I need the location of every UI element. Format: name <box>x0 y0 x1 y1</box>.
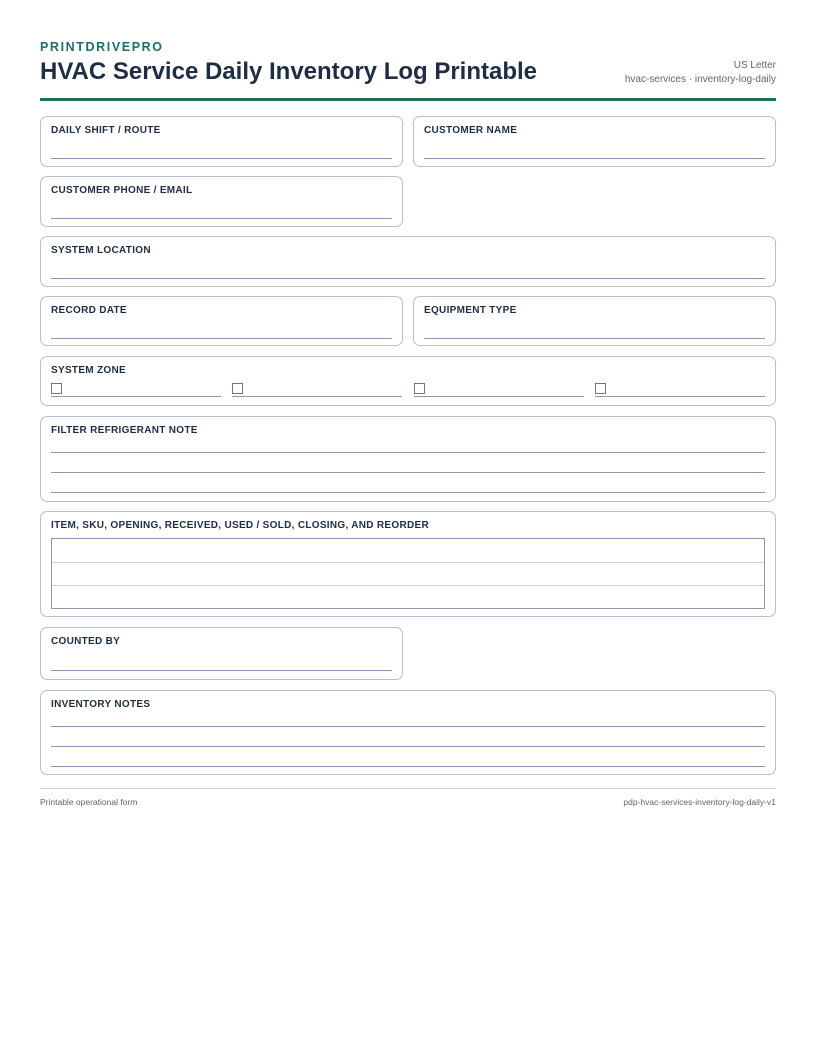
inventory-table-label: ITEM, SKU, OPENING, RECEIVED, USED / SOLD, CLOSING, AND REORDER <box>51 520 430 531</box>
record-date-field <box>40 296 403 346</box>
shift-route-label: DAILY SHIFT / ROUTE <box>51 125 161 136</box>
filter-note-line-1[interactable] <box>51 452 765 453</box>
system-location-label: SYSTEM LOCATION <box>51 245 151 256</box>
counted-by-field <box>40 627 403 680</box>
zone-checkbox-1[interactable] <box>51 383 62 394</box>
customer-name-label: CUSTOMER NAME <box>424 125 518 136</box>
zone-option-2 <box>232 383 402 397</box>
system-location-field <box>40 236 776 287</box>
equipment-type-field <box>413 296 776 346</box>
system-zone-label: SYSTEM ZONE <box>51 365 126 376</box>
filter-note-line-2[interactable] <box>51 472 765 473</box>
shift-route-input-line[interactable] <box>51 158 392 159</box>
equipment-type-input-line[interactable] <box>424 338 765 339</box>
table-row-divider <box>52 585 764 586</box>
zone-checkbox-3[interactable] <box>414 383 425 394</box>
inventory-table-field <box>40 511 776 617</box>
equipment-type-label: EQUIPMENT TYPE <box>424 305 517 316</box>
table-row-divider <box>52 562 764 563</box>
zone-option-1 <box>51 383 221 397</box>
page-title: HVAC Service Daily Inventory Log Printable <box>40 58 538 85</box>
counted-by-label: COUNTED BY <box>51 636 121 647</box>
zone-option-3 <box>414 383 584 397</box>
customer-contact-input-line[interactable] <box>51 218 392 219</box>
customer-contact-label: CUSTOMER PHONE / EMAIL <box>51 185 193 196</box>
filter-note-line-3[interactable] <box>51 492 765 493</box>
inventory-notes-line-2[interactable] <box>51 746 765 747</box>
customer-name-field <box>413 116 776 167</box>
inventory-table <box>51 538 765 609</box>
doc-path: hvac-services · inventory-log-daily <box>624 74 776 85</box>
customer-name-input-line[interactable] <box>424 158 765 159</box>
brand-logo-text: PRINTDRIVEPRO <box>40 40 164 54</box>
inventory-notes-field <box>40 690 776 775</box>
record-date-label: RECORD DATE <box>51 305 127 316</box>
header-meta <box>625 59 776 87</box>
form-header <box>40 0 776 101</box>
paper-size: US Letter <box>733 60 776 71</box>
footer-description: Printable operational form <box>40 797 138 807</box>
customer-contact-field <box>40 176 403 227</box>
inventory-notes-line-3[interactable] <box>51 766 765 767</box>
shift-route-field <box>40 116 403 167</box>
inventory-notes-line-1[interactable] <box>51 726 765 727</box>
system-zone-field <box>40 356 776 406</box>
record-date-input-line[interactable] <box>51 338 392 339</box>
inventory-notes-label: INVENTORY NOTES <box>51 699 151 710</box>
zone-option-4 <box>595 383 765 397</box>
system-location-input-line[interactable] <box>51 278 765 279</box>
form-page <box>40 0 776 807</box>
filter-note-label: FILTER REFRIGERANT NOTE <box>51 425 198 436</box>
form-footer <box>40 788 776 807</box>
footer-form-id: pdp-hvac-services-inventory-log-daily-v1 <box>623 797 776 807</box>
zone-checkbox-4[interactable] <box>595 383 606 394</box>
filter-note-field <box>40 416 776 502</box>
zone-checkbox-2[interactable] <box>232 383 243 394</box>
counted-by-input-line[interactable] <box>51 670 392 671</box>
